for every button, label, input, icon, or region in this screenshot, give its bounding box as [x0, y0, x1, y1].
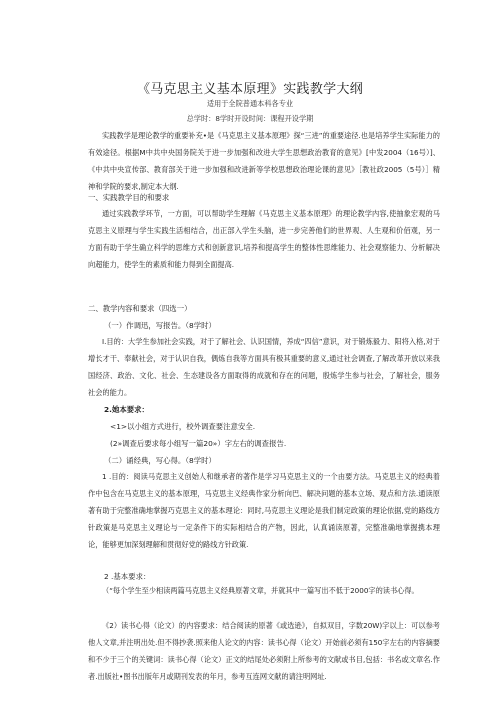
section-2-heading: 二、教学内容和要求（四选一）	[88, 304, 192, 313]
section-2-2-heading: （二）诵经典，写心得。（8学时）	[104, 456, 216, 465]
section-2-1-goal: I.目的：大学生参加社会实践，对于了解社会、认识国情，养成“四信”意识，对于锻炼毅力、阳将入格,对于增长才干、奉献社会，对于认识自我，偶炼自我等方面具有极其重要的意义,通过社会调查,了解改革开放以来我国经济、政治、文化、社会、生态建设各方面取得的成就和存在的问题，殷炼学生参与社会，了解社会，服务社会的能力。	[88, 337, 440, 397]
section-2-1-heading: （一）作调迅，写报告。（8学时）	[104, 321, 216, 330]
section-1-heading: 一、实践教学目的和要求	[88, 193, 170, 202]
section-2-1-req-a: <1>以小组方式进行，校外调查要注意安全.	[110, 422, 256, 431]
section-1-body: 通过实践教学环节，一方面，可以帮助学生理解《马克思主义基本原理》的理论教学内容,使抽象宏观的马克思主义原理与学生实践生活相结合，出正部入学生头脑，进一步完善他们的世界观、人生观和价佰观，另一方面有助于学生确立科学的思维方式和创新意识,培养和提高学生的整体性思维能力、社会观察能力、分析解决向超能力，使学生的素质和能力得到全面提高.	[88, 209, 440, 269]
section-2-2-req-2: 《2）读书心得（论文）的内容要求：结合阅读的原著《或选逊》，自拟双目，字数20W)字以上：可以参考他人文章,并注明出处.但不得抄袭.照来他人论文的内容：读书心得（论文）开始前必须有150字左右的内容摘要和不少于三个的关键词：读书心得（论文）正文的结尾处必须附上所参考的文献或书目,包括：书名或文章名.作者.出版社•图书出版年月或期刊发表的年月，参考互连网文献的请注明网址.	[88, 621, 440, 681]
course-hours: 总学时：8学时开设时间：课程开设学期	[186, 114, 314, 123]
intro-paragraph: 实践教学是理论教学的重要补充•是《马克思主义基本原理》探“三进”的重要途径.也是培养学生实际能力的有效途径。根据M中共中央国务院关于进一步加强和改进大学生思想政治教育的意见》[中发2004（16号）]、《中共中央宣传部、教育部关于进一步加强和改进新等学校思想政治理论课的意见》［教社政2005（5号）］精神和学院的要求,制定本大纲.	[88, 131, 440, 191]
section-2-2-req-heading: 2 .基本要求：	[104, 572, 151, 581]
document-title: 《马克思主义基本原理》实践教学大纲	[136, 82, 364, 97]
section-2-2-req-1: （“每个学生至少相读两篇马克思主义经典原著文章，并就其中一篇写出不低于2000字的读书心得。	[102, 586, 419, 595]
section-2-1-req-b: (2»调查后要求每小组写一篇20»）字左右的调查报告.	[110, 439, 287, 448]
section-2-1-req-heading: 2.她本要求：	[104, 405, 149, 414]
section-2-2-goal: 1 .目的：阅读马克思主义创始人和继承者的著作是学习马克思主义的一个由要方法。马克思主义的经典着作中包含在马克思主义的基本原理，马克思主义经典作家分析向巴、解决问题的基本立场、观点和方法.通读原著有助于完整准确地掌握巧克思主义的基本理论：同时,马克思主义理论是我们制定政策的理论依据,党的路线方针政策是马克思主义理论与一定条件下的实际相结合的产物，因此，认真诵读原著，完整准确地掌握携本理论，能够更加深刻理解和贯彻好党的路线方针政策.	[88, 472, 440, 549]
applicable-majors: 适用于全院普通本科各专业	[206, 99, 294, 108]
